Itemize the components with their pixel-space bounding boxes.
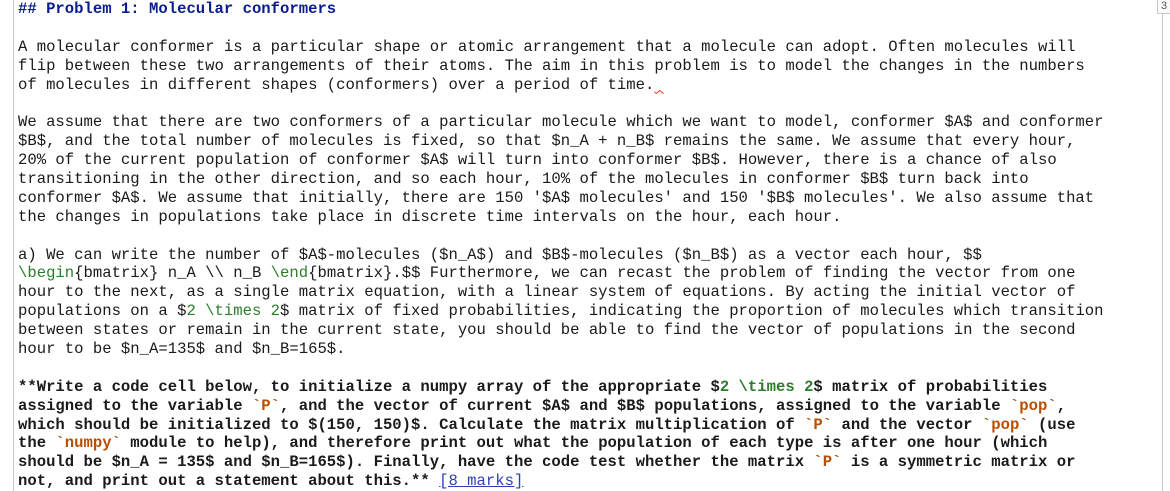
text-span: which should be initialized to $(150, 150)$. Calculate the matrix multiplication of: [18, 415, 805, 434]
text-span: module to help), and therefore print out what the population of each type is after one hour (which: [120, 434, 1048, 453]
text-span: ,: [1056, 396, 1067, 415]
problem-heading: ## Problem 1: Molecular conformers: [18, 0, 337, 18]
text-span: and the vector: [832, 415, 982, 434]
text-span: $ matrix of fixed probabilities, indicating the proportion of molecules which transition: [280, 302, 1104, 321]
inline-code: `numpy`: [55, 434, 121, 453]
text-span: should be $n_A = 135$ and $n_B=165$). Finally, have the code test whether the matrix: [18, 453, 814, 472]
blank-line: [18, 94, 1162, 113]
spellcheck-marker: [654, 76, 663, 94]
assumption-line-5: conformer $A$. We assume that initially, there are 150 '$A$ molecules' and 150 '$B$ molecules'. We also assume that: [18, 188, 1095, 207]
text-span: assigned to the variable: [18, 396, 252, 415]
text-span: **Write a code cell below, to initialize a numpy array of the appropriate $: [18, 377, 720, 396]
task-line-1: [18, 378, 1162, 397]
text-span: , and the vector of current $A$ and $B$ populations, assigned to the variable: [280, 396, 1010, 415]
inline-code: `P`: [251, 396, 281, 415]
task-line-6: [18, 472, 1162, 491]
part-a-line-5: between states or remain in the current state, you should be able to find the vector of populations in the second: [18, 321, 1076, 340]
text-span: populations on a $: [18, 302, 187, 321]
task-line-4: [18, 434, 1162, 453]
blank-line: [18, 19, 1162, 38]
part-a-line-2-rest: .$$ Furthermore, we can recast the problem of finding the vector from one: [392, 264, 1076, 283]
latex-brace: {bmatrix}: [308, 264, 393, 283]
part-a-line-2: [18, 264, 1162, 283]
markdown-cell-editor[interactable]: [13, 0, 1163, 491]
latex-brace: {bmatrix}: [74, 264, 159, 283]
latex-command: \end: [270, 264, 309, 283]
inline-code: `pop`: [1009, 396, 1057, 415]
task-line-5: [18, 453, 1162, 472]
assumption-line-3: 20% of the current population of conformer $A$ will turn into conformer $B$. However, there is a chance of also: [18, 151, 1057, 170]
part-a-line-3: hour to the next, as a single matrix equation, with a linear system of equations. By acting the initial vector of: [18, 283, 1076, 302]
blank-line: [18, 359, 1162, 378]
text-span: (use: [1028, 415, 1076, 434]
task-line-3: [18, 416, 1162, 435]
inline-code: `pop`: [981, 415, 1029, 434]
cell-number-badge: 3: [1157, 0, 1170, 14]
intro-line-3-text: of molecules in different shapes (conformers) over a period of time.: [18, 75, 655, 94]
text-span: $ matrix of probabilities: [813, 377, 1048, 396]
part-a-line-1: a) We can write the number of $A$-molecules ($n_A$) and $B$-molecules ($n_B$) as a vector each hour, $$: [18, 245, 982, 264]
intro-line-2: flip between these two arrangements of their atoms. The aim in this problem is to model the changes in the numbers: [18, 56, 1085, 75]
latex-command: \begin: [18, 264, 75, 283]
intro-line-3: [18, 76, 1162, 95]
inline-code: `P`: [804, 415, 833, 434]
assumption-line-6: the changes in populations take place in discrete time intervals on the hour, each hour.: [18, 207, 842, 226]
inline-code: `P`: [813, 453, 842, 472]
text-span: not, and print out a statement about this.**: [18, 472, 440, 491]
task-line-2: [18, 397, 1162, 416]
latex-body: n_A \\ n_B: [158, 264, 271, 283]
part-a-line-6: hour to be $n_A=135$ and $n_B=165$.: [18, 340, 346, 359]
part-a-line-4: [18, 302, 1162, 321]
assumption-line-4: transitioning in the other direction, and so each hour, 10% of the molecules in conformer $B$ turn back into: [18, 170, 1029, 189]
latex-math: 2 \times 2: [186, 302, 281, 321]
marks-link[interactable]: [8 marks]: [439, 472, 524, 491]
intro-line-1: A molecular conformer is a particular shape or atomic arrangement that a molecule can adopt. Often molecules will: [18, 37, 1076, 56]
text-span: is a symmetric matrix or: [841, 453, 1076, 472]
text-span: the: [18, 434, 56, 453]
assumption-line-1: We assume that there are two conformers of a particular molecule which we want to model, conformer $A$ and conformer: [18, 113, 1104, 132]
assumption-line-2: $B$, and the total number of molecules is fixed, so that $n_A + n_B$ remains the same. We assume that every hour,: [18, 132, 1076, 151]
blank-line: [18, 227, 1162, 246]
latex-math: 2 \times 2: [719, 377, 814, 396]
